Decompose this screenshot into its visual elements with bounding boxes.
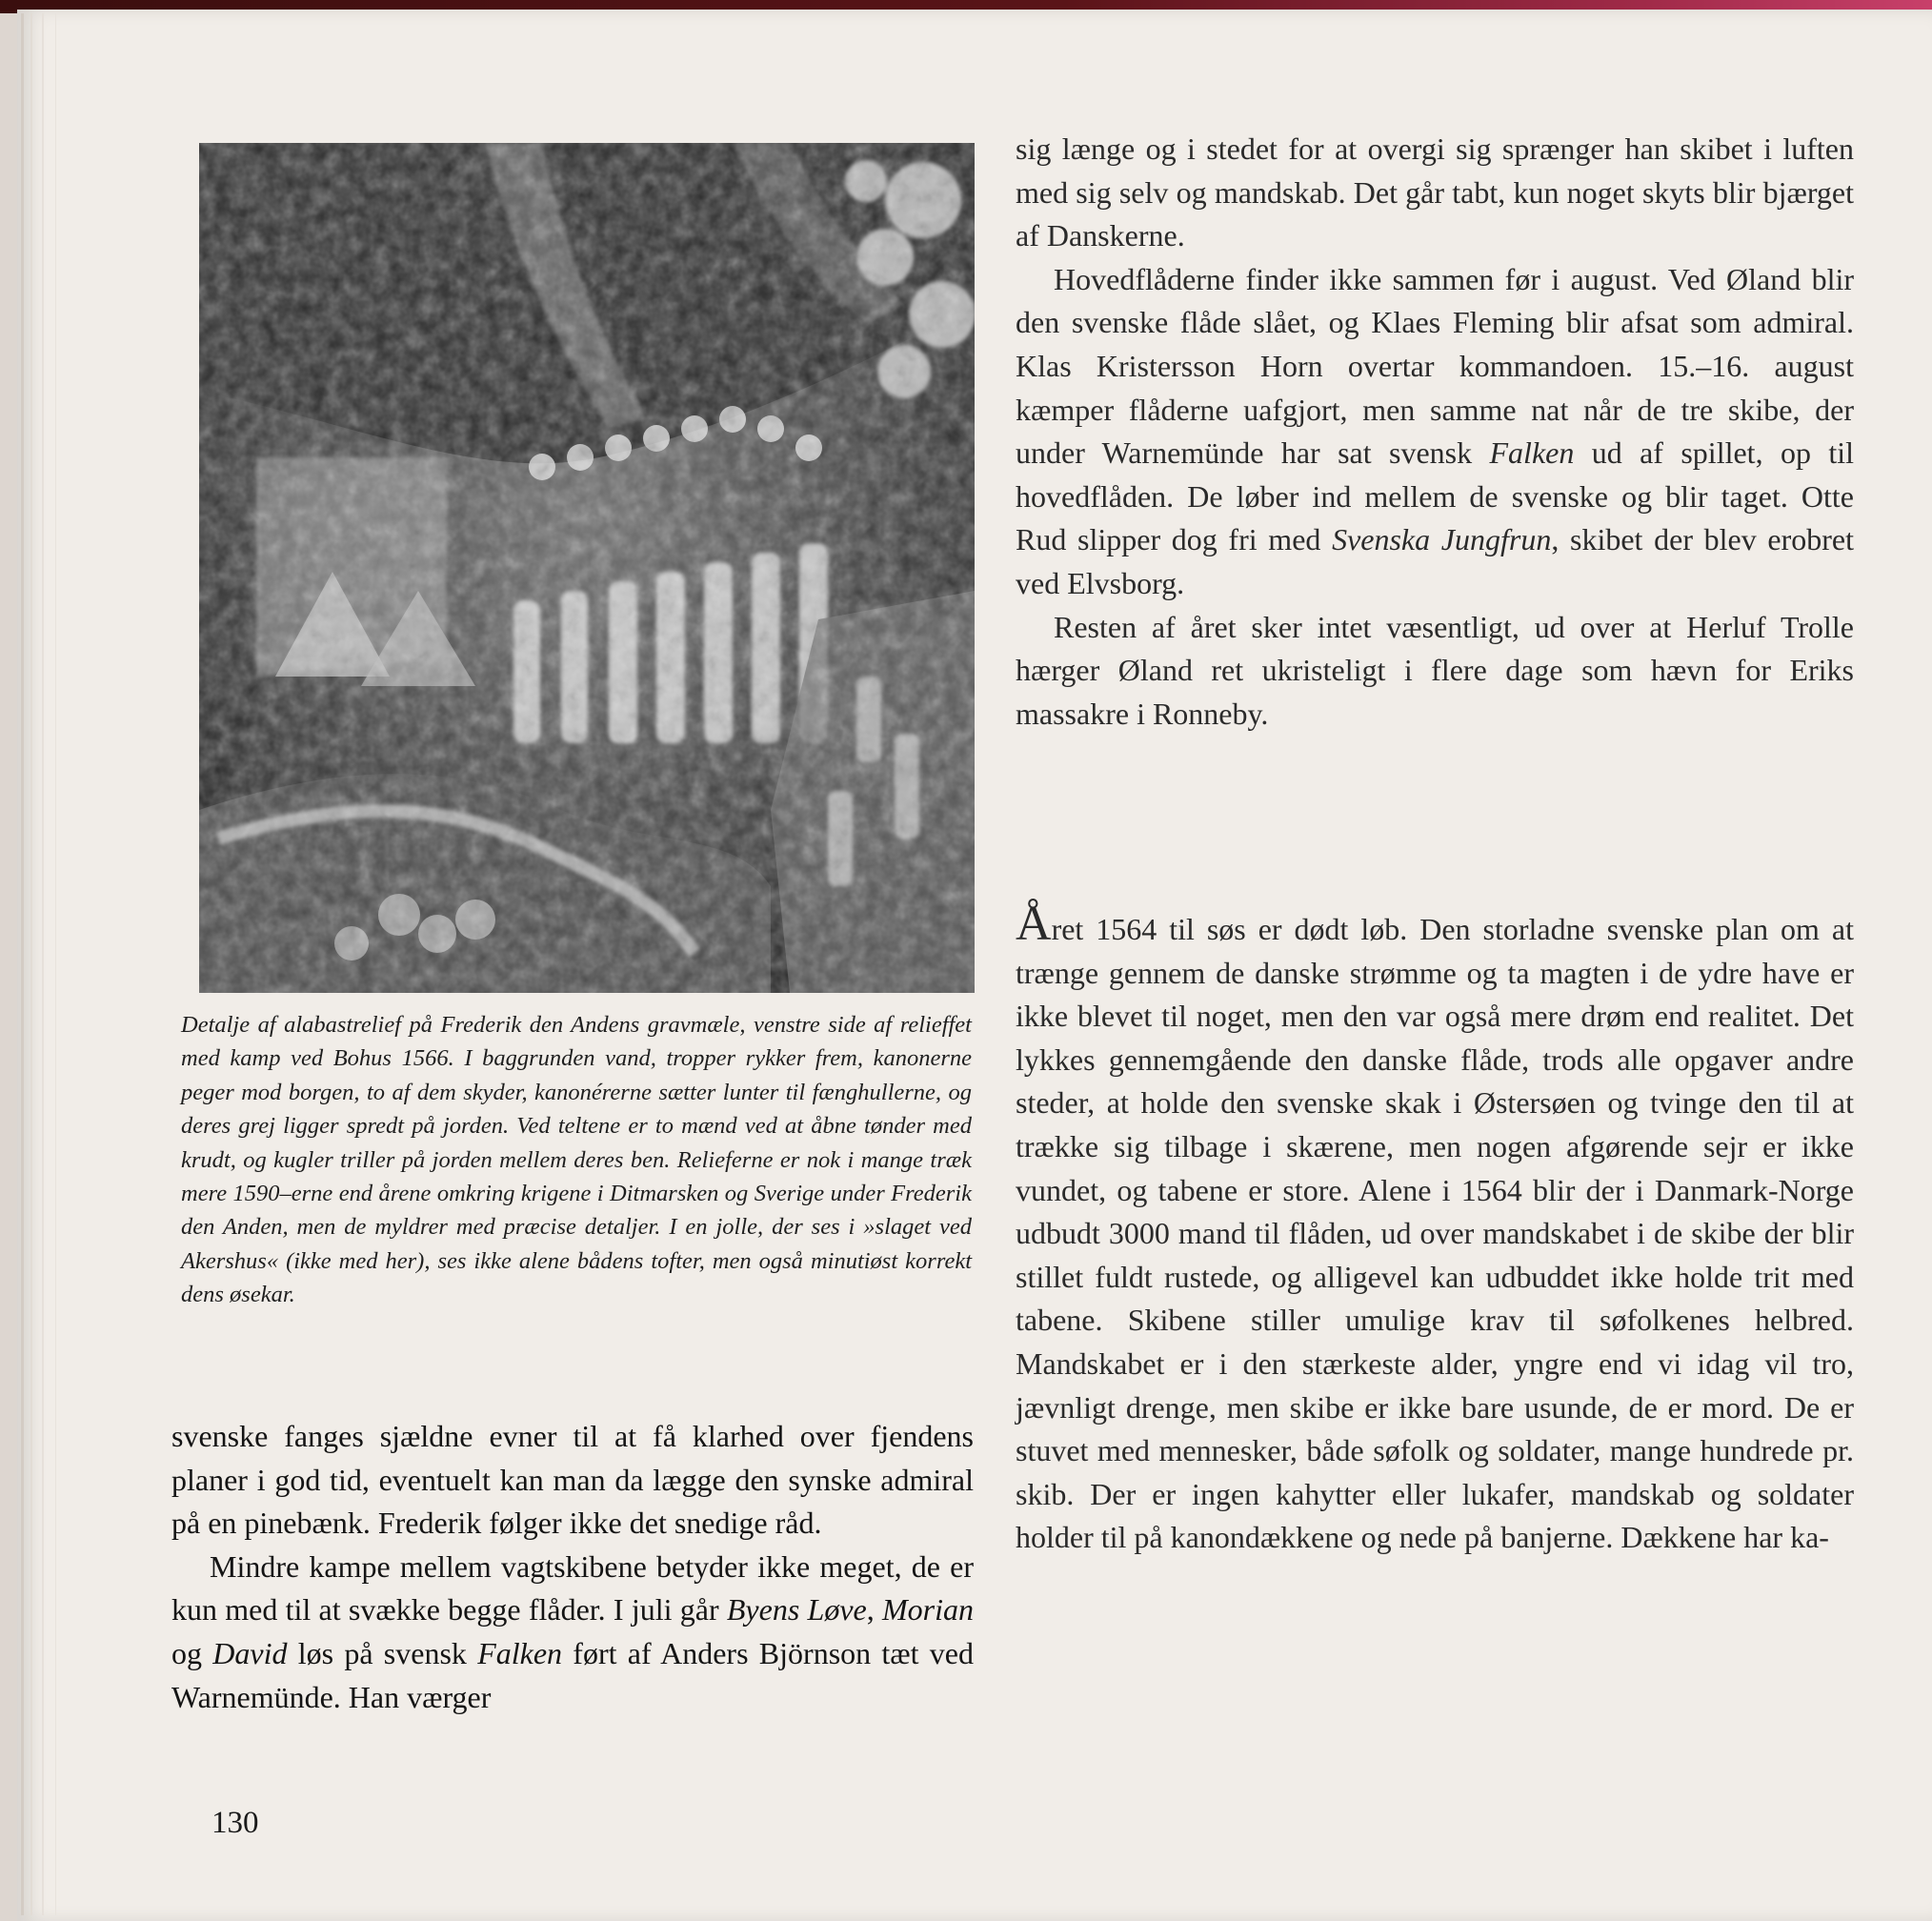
ship-name: Falken [477,1635,563,1670]
page-edge [21,13,24,1915]
right-text-column-bottom [1016,897,1854,1560]
page-edge [30,13,32,1915]
paragraph: sig længe og i stedet for at overgi sig sprænger han skibet i luften med sig selv og mandskab. Det går tabt, kun noget skyts blir bjærget af Danskerne. [1016,131,1854,253]
right-text-column-top [1016,128,1854,736]
ship-name: Byens Løve [726,1592,867,1628]
ship-name: Svenska Jungfrun [1332,522,1552,557]
ship-name: David [212,1635,288,1670]
drop-cap: Å [1016,897,1052,951]
ship-name: Morian [882,1592,975,1628]
page-edge [42,13,44,1915]
paragraph: Hovedflåderne finder ikke sammen før i august. Ved Øland blir den svenske flåde slået, og Klaes Fleming blir afsat som admiral. Klas Kristersson Horn overtar kommandoen. 15.–16. august kæmper flåderne uafgjort, men samme nat når de tre skibe, der under Warnemünde har sat svensk Falken ud af spillet, op til hovedflåden. De løber ind mellem de svenske og blir taget. Otte Rud slipper dog fri med Svenska Jungfrun, skibet der blev erobret ved Elvsborg. [1016,261,1855,600]
left-text-column [171,1415,974,1719]
paragraph: Resten af året sker intet væsentligt, ud over at Herluf Trolle hærger Øland ret ukristeligt i flere dage som hævn for Eriks massakre i Ronneby. [1016,609,1854,731]
figure-caption: Detalje af alabastrelief på Frederik den Andens gravmæle, venstre side af relieffet med kamp ved Bohus 1566. I baggrunden vand, tropper rykker frem, kanonerne peger mod borgen, to af dem skyder, kanonérerne sætter lunter til fænghullerne, og deres grej ligger spredt på jorden. Ved teltene er to mænd ved at åbne tønder med krudt, og kugler triller på jorden mellem deres ben. Relieferne er nok i mange træk mere 1590–erne end årene omkring krigene i Ditmarsken og Sverige under Frederik den Anden, men de myldrer med præcise detaljer. I en jolle, der ses i »slaget ved Akershus« (ikke med her), ses ikke alene bådens tofter, men også minutiøst korrekt dens øsekar. [181,1012,972,1308]
paragraph: Året 1564 til søs er dødt løb. Den storladne svenske plan om at trænge gennem de danske strømme og ta magten i de ydre have er ikke blevet til noget, men den var også mere drøm end realitet. Det lykkes gennemgående den danske flåde, trods alle opgaver andre steder, at holde den svenske skak i Østersøen og tvinge den til at trække sig tilbage i skærene, men nogen afgørende sejr er ikke vundet, og tabene er store. Alene i 1564 blir der i Danmark-Norge udbudt 3000 mand til flåden, ud over mandskabet i de skibe der blir stillet fuldt rustede, og alligevel kan udbuddet ikke holde trit med tabene. Skibene stiller umulige krav til søfolkenes helbred. Mandskabet er i den stærkeste alder, yngre end vi idag vil tro, jævnligt drenge, men skibe er ikke bare usunde, de er mord. De er stuvet med mennesker, både søfolk og soldater, mange hundrede pr. skib. Der er ingen kahytter eller lukafer, mandskab og soldater holder til på kanondækkene og nede på banjerne. Dækkene har ka- [1016,897,1854,1555]
relief-photograph [199,143,975,993]
ship-name: Falken [1489,435,1575,471]
paragraph: Mindre kampe mellem vagtskibene betyder ikke meget, de er kun med til at svække begge flåder. I juli går Byens Løve, Morian og David løs på svensk Falken ført af Anders Björnson tæt ved Warnemünde. Han værger [171,1548,975,1714]
page-number: 130 [211,1806,259,1840]
page-edge [55,13,56,1915]
paragraph: svenske fanges sjældne evner til at få klarhed over fjendens planer i god tid, eventuelt kan man da lægge den synske admiral på en pinebænk. Frederik følger ikke det snedige råd. [171,1419,974,1541]
